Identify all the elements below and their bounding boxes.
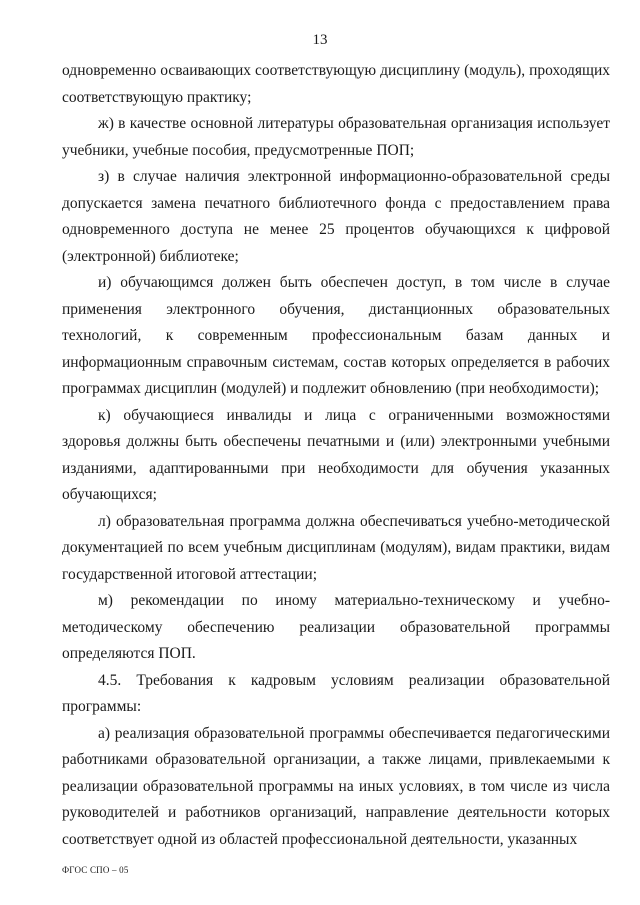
footer-label: ФГОС СПО – 05 xyxy=(62,865,129,875)
paragraph-m: м) рекомендации по иному материально-техническому и учебно-методическому обеспечению реализации образовательной программы определяются ПОП. xyxy=(62,592,610,662)
page-number: 13 xyxy=(312,32,328,48)
paragraph-i: и) обучающимся должен быть обеспечен доступ, в том числе в случае применения электронного обучения, дистанционных образовательных технологий, к современным профессиональным базам данных и информационным справочным системам, состав которых определяется в рабочих программах дисциплин (модулей) и подлежит обновлению (при необходимости); xyxy=(62,274,610,397)
paragraph-a: а) реализация образовательной программы обеспечивается педагогическими работниками образовательной организации, а также лицами, привлекаемыми к реализации образовательной программы на иных условиях, в том числе из числа руководителей и работников организаций, направление деятельности которых соответствует одной из областей профессиональной деятельности, указанных xyxy=(62,724,610,848)
body-text xyxy=(62,58,610,853)
paragraph-k: к) обучающиеся инвалиды и лица с ограниченными возможностями здоровья должны быть обеспечены печатными и (или) электронными учебными изданиями, адаптированными при необходимости для обучения указанных обучающихся; xyxy=(62,406,610,503)
section-heading-4-5: 4.5. Требования к кадровым условиям реализации образовательной программы: xyxy=(62,671,610,715)
paragraph-l: л) образовательная программа должна обеспечиваться учебно-методической документацией по всем учебным дисциплинам (модулям), видам практики, видам государственной итоговой аттестации; xyxy=(62,512,610,583)
paragraph-zh: ж) в качестве основной литературы образовательная организация использует учебники, учебные пособия, предусмотренные ПОП; xyxy=(62,115,610,159)
paragraph-continuation: одновременно осваивающих соответствующую дисциплину (модуль), проходящих соответствующую практику; xyxy=(62,62,610,106)
paragraph-z: з) в случае наличия электронной информационно-образовательной среды допускается замена печатного библиотечного фонда с предоставлением права одновременного доступа не менее 25 процентов обучающихся к цифровой (электронной) библиотеке; xyxy=(62,168,610,265)
